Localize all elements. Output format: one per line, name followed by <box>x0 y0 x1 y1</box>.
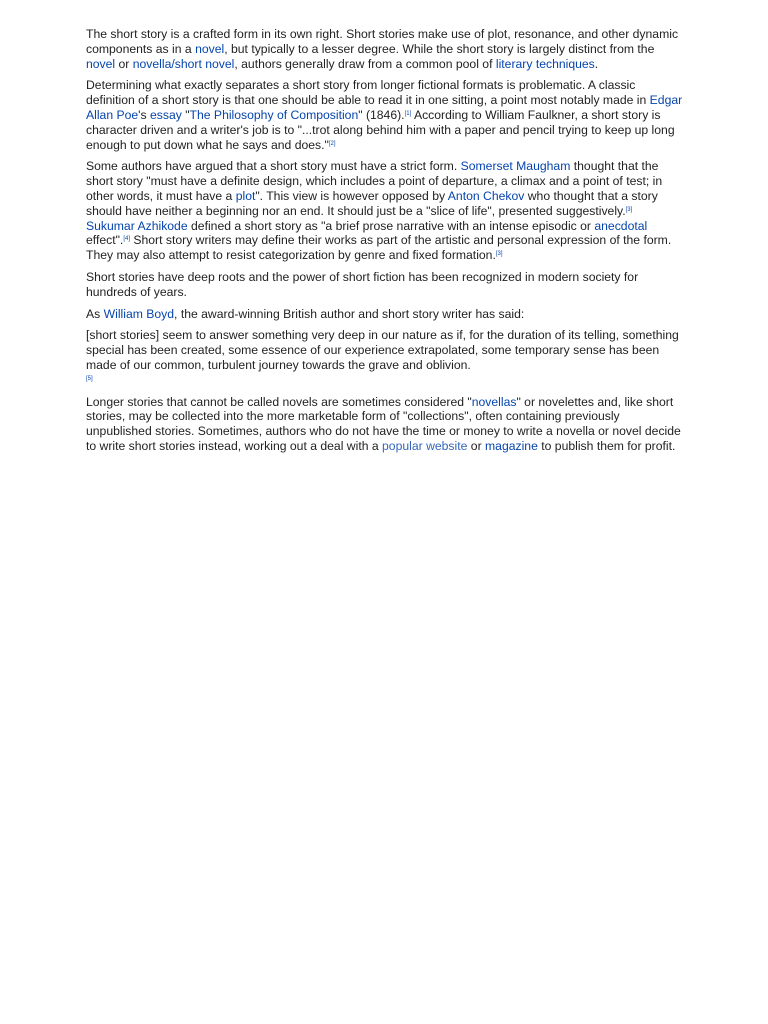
citation-ref <box>626 207 633 213</box>
text: effect". <box>86 233 124 248</box>
link-anton-chekov[interactable]: Anton Chekov <box>447 188 525 203</box>
paragraph-4 <box>86 270 684 300</box>
paragraph-3 <box>86 159 684 263</box>
text: who thought that a story should have neither a beginning nor an end. It should just be a "slice of life", presented suggestively. <box>86 188 658 218</box>
citation-link-3b[interactable]: [3] <box>495 251 503 258</box>
link-sukumar-azhikode[interactable]: Sukumar Azhikode <box>86 218 188 233</box>
text: to publish them for profit. <box>537 438 676 453</box>
link-plot[interactable]: plot <box>235 188 256 203</box>
citation-link-2[interactable]: [2] <box>328 140 336 147</box>
citation-ref <box>86 376 93 382</box>
text: " (1846). <box>358 107 405 122</box>
text: Determining what exactly separates a short story from longer fictional formats is problematic. A classic definition of a short story is that one should be able to read it in one sitting, a point most notably made in <box>86 78 650 108</box>
link-popular-website[interactable]: popular website <box>382 438 468 453</box>
citation-link-1[interactable]: [1] <box>404 110 412 117</box>
link-novel[interactable]: novel <box>195 41 225 56</box>
text: ". This view is however opposed by <box>255 188 448 203</box>
link-edgar-allan-poe[interactable]: Edgar Allan Poe <box>86 93 683 122</box>
paragraph-7 <box>86 395 684 454</box>
text: [short stories] seem to answer something very deep in our nature as if, for the duration of its telling, something special has been created, some essence of our experience extrapolated, some temporary sense has been made of our common, turbulent journey towards the grave and oblivion. <box>86 328 679 372</box>
link-magazine[interactable]: magazine <box>485 438 538 453</box>
paragraph-2 <box>86 78 684 152</box>
link-novella-short-novel[interactable]: novella/short novel <box>132 56 235 71</box>
link-william-boyd[interactable]: William Boyd <box>103 306 175 321</box>
text: Some authors have argued that a short story must have a strict form. <box>86 159 461 174</box>
link-somerset-maugham[interactable]: Somerset Maugham <box>460 159 571 174</box>
text: " <box>181 107 190 122</box>
text: Short stories have deep roots and the power of short fiction has been recognized in modern society for hundreds of years. <box>86 269 639 299</box>
link-novel-2[interactable]: novel <box>86 56 116 71</box>
text: 's <box>138 107 150 122</box>
citation-link-3[interactable]: [3] <box>625 206 633 213</box>
text: Longer stories that cannot be called novels are sometimes considered " <box>86 394 472 409</box>
paragraph-5 <box>86 307 684 322</box>
paragraph-1 <box>86 27 684 71</box>
article-body <box>86 27 684 461</box>
paragraph-6-quote <box>86 328 684 387</box>
text: . <box>594 56 599 71</box>
citation-link-4[interactable]: [4] <box>123 236 130 243</box>
link-novellas[interactable]: novellas <box>471 394 517 409</box>
link-literary-techniques[interactable]: literary techniques <box>495 56 595 71</box>
text: , authors generally draw from a common pool of <box>234 56 496 71</box>
text: " or novelettes and, like short stories, may be collected into the more marketable form of "collections", often containing previously unpublished stories. Sometimes, authors who do not have the time or money to write a novella or novel decide to write short stories instead, working out a deal with a <box>86 394 681 453</box>
citation-link-5[interactable]: [5] <box>86 375 93 382</box>
link-anecdotal[interactable]: anecdotal <box>594 218 648 233</box>
citation-ref <box>123 236 130 242</box>
text: or <box>467 438 486 453</box>
text: or <box>115 56 133 71</box>
link-essay[interactable]: essay <box>149 107 182 122</box>
text: , but typically to a lesser degree. While the short story is largely distinct from the <box>224 41 655 56</box>
link-philosophy-of-composition[interactable]: The Philosophy of Composition <box>189 107 359 122</box>
citation-ref <box>496 251 503 257</box>
citation-ref <box>329 141 336 147</box>
text: thought that the short story "must have a definite design, which includes a point of departure, a climax and a point of test; in other words, it must have a <box>86 159 663 203</box>
text: Short story writers may define their works as part of the artistic and personal expression of the form. They may also attempt to resist categorization by genre and fixed formation. <box>86 233 672 263</box>
text: defined a short story as "a brief prose narrative with an intense episodic or <box>187 218 595 233</box>
text: The short story is a crafted form in its own right. Short stories make use of plot, resonance, and other dynamic components as in a <box>86 27 679 56</box>
text: , the award-winning British author and short story writer has said: <box>174 306 525 321</box>
text: According to William Faulkner, a short story is character driven and a writer's job is to "...trot along behind him with a paper and pencil trying to keep up long enough to put down what he says and does." <box>86 107 675 152</box>
text: As <box>86 306 104 321</box>
